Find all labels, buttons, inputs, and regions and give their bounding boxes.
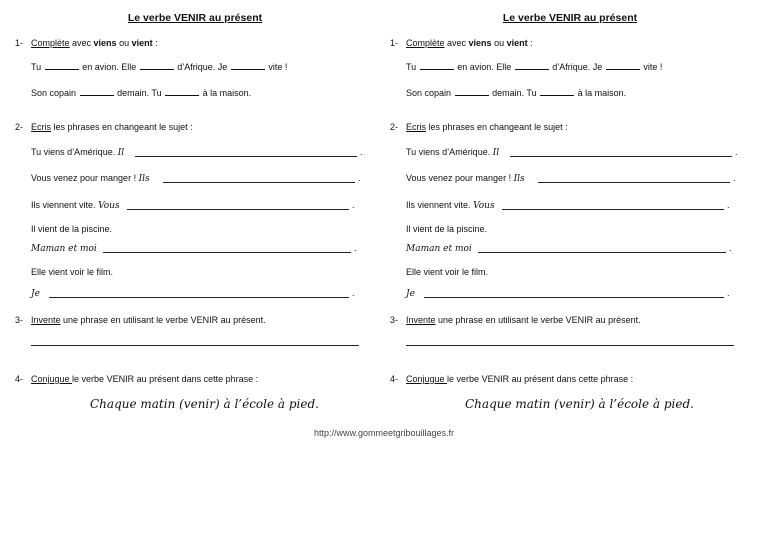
fill-line-2: Son copain demain. Tu à la maison.: [31, 88, 252, 98]
worksheet-title: Le verbe VENIR au présent: [502, 12, 638, 24]
sentence-1: Tu viens d’Amérique. Il: [31, 147, 125, 158]
sentence-5-subject: Je: [31, 289, 40, 299]
fill-line-1: Tu en avion. Elle d’Afrique. Je vite !: [406, 62, 663, 72]
sentence-4: Il vient de la piscine.: [406, 224, 488, 234]
sentence-2: Vous venez pour manger ! Ils: [31, 173, 150, 184]
answer-line[interactable]: [163, 182, 355, 183]
question-1: 1- Complète avec viens ou vient :: [390, 38, 533, 48]
sentence-3: Ils viennent vite. Vous: [31, 200, 120, 211]
sentence-1: Tu viens d’Amérique. Il: [406, 147, 500, 158]
blank[interactable]: [515, 60, 549, 70]
conjugation-sentence: Chaque matin (venir) à l’école à pied.: [90, 397, 319, 411]
answer-line[interactable]: [502, 209, 724, 210]
question-4: 4- Conjugue le verbe VENIR au présent dans cette phrase :: [390, 374, 634, 384]
blank[interactable]: [540, 86, 574, 96]
fill-line-1: Tu en avion. Elle d’Afrique. Je vite !: [31, 62, 288, 72]
sentence-4: Il vient de la piscine.: [31, 224, 113, 234]
sentence-2: Vous venez pour manger ! Ils: [406, 173, 525, 184]
sentence-5: Elle vient voir le film.: [406, 267, 489, 277]
answer-line[interactable]: [103, 252, 351, 253]
question-2: 2- Ecris les phrases en changeant le sujet :: [15, 122, 193, 132]
answer-line[interactable]: [127, 209, 349, 210]
blank[interactable]: [165, 86, 199, 96]
worksheet-left: Le verbe VENIR au présent 1- Complète avec viens ou vient : Tu en avion. Elle d’Afrique. Je vite ! Son copain demain. Tu à la maison. 2- Ecris les phrases en changeant le sujet : Tu viens d’Amérique. Il . Vous venez pour manger ! Ils . Ils viennent vite. Vous . Il vient de la piscine. Maman et moi . Elle vient voir le film. Je . 3- Invente une phrase en utilisant le verbe VENIR au présent. 4- Conjugue le verbe VENIR au présent dans cette phrase : Chaque matin (venir) à l’école à pied.: [15, 0, 375, 430]
fill-line-2: Son copain demain. Tu à la maison.: [406, 88, 627, 98]
blank[interactable]: [420, 60, 454, 70]
answer-line[interactable]: [49, 297, 349, 298]
blank[interactable]: [455, 86, 489, 96]
question-3: 3- Invente une phrase en utilisant le verbe VENIR au présent.: [390, 315, 641, 325]
worksheet-title: Le verbe VENIR au présent: [127, 12, 263, 24]
conjugation-sentence: Chaque matin (venir) à l’école à pied.: [465, 397, 694, 411]
sentence-4-subject: Maman et moi: [406, 244, 472, 254]
question-2: 2- Ecris les phrases en changeant le sujet :: [390, 122, 568, 132]
blank[interactable]: [140, 60, 174, 70]
source-url: http://www.gommeetgribouillages.fr: [313, 428, 455, 438]
blank[interactable]: [231, 60, 265, 70]
answer-line[interactable]: [31, 345, 359, 346]
answer-line[interactable]: [406, 345, 734, 346]
blank[interactable]: [606, 60, 640, 70]
sentence-4-subject: Maman et moi: [31, 244, 97, 254]
sentence-5: Elle vient voir le film.: [31, 267, 114, 277]
question-1: 1- Complète avec viens ou vient :: [15, 38, 158, 48]
worksheet-right: Le verbe VENIR au présent 1- Complète avec viens ou vient : Tu en avion. Elle d’Afrique. Je vite ! Son copain demain. Tu à la maison. 2- Ecris les phrases en changeant le sujet : Tu viens d’Amérique. Il . Vous venez pour manger ! Ils . Ils viennent vite. Vous . Il vient de la piscine. Maman et moi . Elle vient voir le film. Je . 3- Invente une phrase en utilisant le verbe VENIR au présent. 4- Conjugue le verbe VENIR au présent dans cette phrase : Chaque matin (venir) à l’école à pied.: [390, 0, 750, 430]
answer-line[interactable]: [478, 252, 726, 253]
answer-line[interactable]: [135, 156, 357, 157]
blank[interactable]: [80, 86, 114, 96]
question-4: 4- Conjugue le verbe VENIR au présent dans cette phrase :: [15, 374, 259, 384]
answer-line[interactable]: [424, 297, 724, 298]
sentence-3: Ils viennent vite. Vous: [406, 200, 495, 211]
answer-line[interactable]: [538, 182, 730, 183]
sentence-5-subject: Je: [406, 289, 415, 299]
answer-line[interactable]: [510, 156, 732, 157]
blank[interactable]: [45, 60, 79, 70]
question-3: 3- Invente une phrase en utilisant le verbe VENIR au présent.: [15, 315, 266, 325]
